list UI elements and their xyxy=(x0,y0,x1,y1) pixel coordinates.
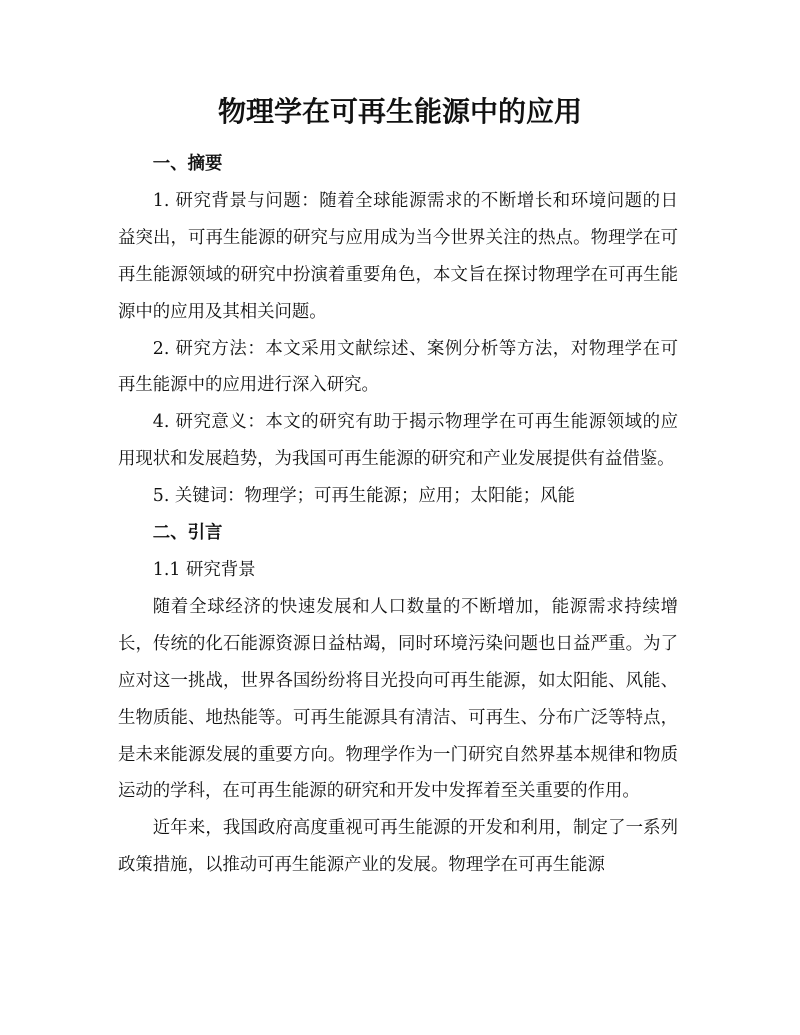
abstract-paragraph-3: 4. 研究意义：本文的研究有助于揭示物理学在可再生能源领域的应用现状和发展趋势，为我国可再生能源的研究和产业发展提供有益借鉴。 xyxy=(118,412,678,470)
abstract-heading: 一、摘要 xyxy=(152,154,223,174)
document-body xyxy=(118,146,678,884)
abstract-paragraph-1: 1. 研究背景与问题：随着全球能源需求的不断增长和环境问题的日益突出，可再生能源的研究与应用成为当今世界关注的热点。物理学在可再生能源领域的研究中扮演着重要角色，本文旨在探讨物理学在可再生能源中的应用及其相关问题。 xyxy=(118,190,678,322)
introduction-subheading: 1.1 研究背景 xyxy=(152,559,256,580)
abstract-paragraph-2: 2. 研究方法：本文采用文献综述、案例分析等方法，对物理学在可再生能源中的应用进行深入研究。 xyxy=(118,338,678,396)
introduction-paragraph-1: 随着全球经济的快速发展和人口数量的不断增加，能源需求持续增长，传统的化石能源资源日益枯竭，同时环境污染问题也日益严重。为了应对这一挑战，世界各国纷纷将目光投向可再生能源，如太阳能、风能、生物质能、地热能等。可再生能源具有清洁、可再生、分布广泛等特点，是未来能源发展的重要方向。物理学作为一门研究自然界基本规律和物质运动的学科，在可再生能源的研究和开发中发挥着至关重要的作用。 xyxy=(118,596,678,802)
document-title: 物理学在可再生能源中的应用 xyxy=(217,95,582,128)
abstract-keywords: 5. 关键词：物理学；可再生能源；应用；太阳能；风能 xyxy=(152,486,575,507)
introduction-paragraph-2: 近年来，我国政府高度重视可再生能源的开发和利用，制定了一系列政策措施，以推动可再生能源产业的发展。物理学在可再生能源 xyxy=(118,818,678,876)
introduction-heading: 二、引言 xyxy=(152,523,223,544)
